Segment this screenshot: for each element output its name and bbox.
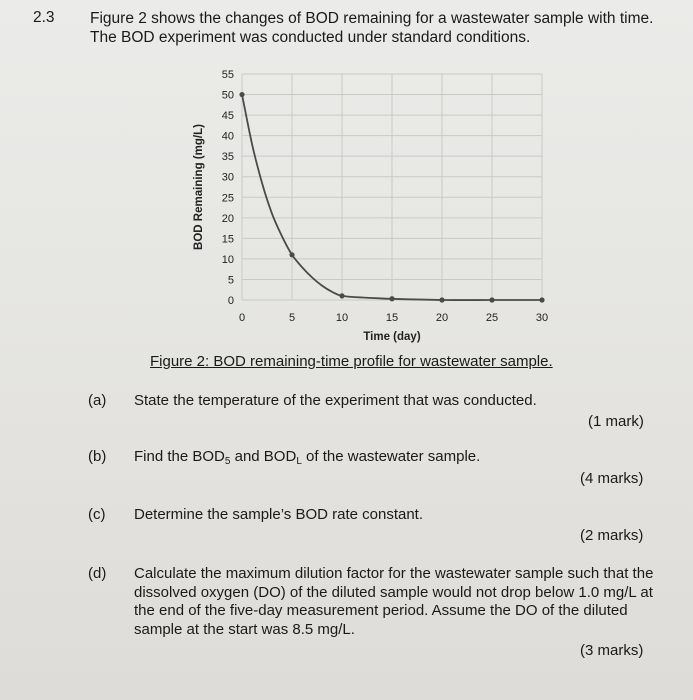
part-b-sub-l: L xyxy=(296,456,302,467)
part-c-marks: (2 marks) xyxy=(580,527,644,544)
part-d-marks: (3 marks) xyxy=(580,642,644,659)
question-intro: Figure 2 shows the changes of BOD remaining for a wastewater sample with time. The BOD experiment was conducted under standard conditions. xyxy=(90,10,654,46)
y-tick-label: 30 xyxy=(221,171,234,184)
y-axis-label: BOD Remaining (mg/L) xyxy=(193,124,205,250)
data-point xyxy=(389,296,394,301)
data-point xyxy=(489,297,494,302)
part-a-marks: (1 mark) xyxy=(588,413,644,430)
y-tick-label: 55 xyxy=(221,69,234,81)
y-tick-label: 15 xyxy=(221,233,234,246)
part-b-text xyxy=(134,448,664,472)
part-d-text: Calculate the maximum dilution factor for the wastewater sample such that the dissolved oxygen (DO) of the diluted sample would not drop below 1.0 mg/L at the end of the five-day measurement period. Assume the DO of the diluted sample at the start was 8.5 mg/L. xyxy=(134,565,654,638)
y-tick-label: 20 xyxy=(221,212,234,225)
part-b-text-post: of the wastewater sample. xyxy=(301,448,481,465)
y-tick-label: 45 xyxy=(221,110,234,123)
data-point xyxy=(289,252,294,257)
x-tick-label: 10 xyxy=(335,312,349,324)
y-tick-label: 40 xyxy=(221,130,234,143)
y-tick-labels xyxy=(222,69,234,307)
chart-grid xyxy=(242,74,542,300)
x-tick-label: 20 xyxy=(435,312,449,324)
part-b-label: (b) xyxy=(88,448,107,465)
y-tick-label: 35 xyxy=(221,151,234,164)
x-tick-label: 15 xyxy=(385,312,399,324)
x-tick-label: 0 xyxy=(238,312,246,324)
x-tick-label: 25 xyxy=(485,312,499,324)
x-tick-labels xyxy=(239,312,548,324)
part-b-text-mid: and BOD xyxy=(230,448,297,465)
y-tick-label: 10 xyxy=(221,253,234,266)
x-tick-label: 5 xyxy=(288,312,296,324)
data-point xyxy=(339,293,344,298)
data-point xyxy=(539,297,544,302)
x-axis-label: Time (day) xyxy=(363,331,421,343)
y-tick-label: 5 xyxy=(227,274,234,287)
part-b-sub-5: 5 xyxy=(224,456,231,467)
figure-caption: Figure 2: BOD remaining-time profile for wastewater sample. xyxy=(150,353,553,370)
question-number: 2.3 xyxy=(33,9,55,26)
x-tick-label: 30 xyxy=(535,312,549,324)
y-tick-label: 25 xyxy=(221,192,234,205)
data-point xyxy=(239,92,244,97)
data-point xyxy=(439,297,444,302)
y-tick-label: 0 xyxy=(227,295,234,307)
part-c-label: (c) xyxy=(88,506,106,523)
part-d-label: (d) xyxy=(88,565,107,582)
part-b-marks: (4 marks) xyxy=(580,470,644,487)
part-a-text: State the temperature of the experiment that was conducted. xyxy=(134,392,537,409)
part-b-text-pre: Find the BOD xyxy=(134,448,225,465)
y-tick-label: 50 xyxy=(221,89,234,102)
part-a-label: (a) xyxy=(88,392,107,409)
bod-chart xyxy=(180,60,560,350)
part-c-text: Determine the sample’s BOD rate constant. xyxy=(134,506,424,523)
